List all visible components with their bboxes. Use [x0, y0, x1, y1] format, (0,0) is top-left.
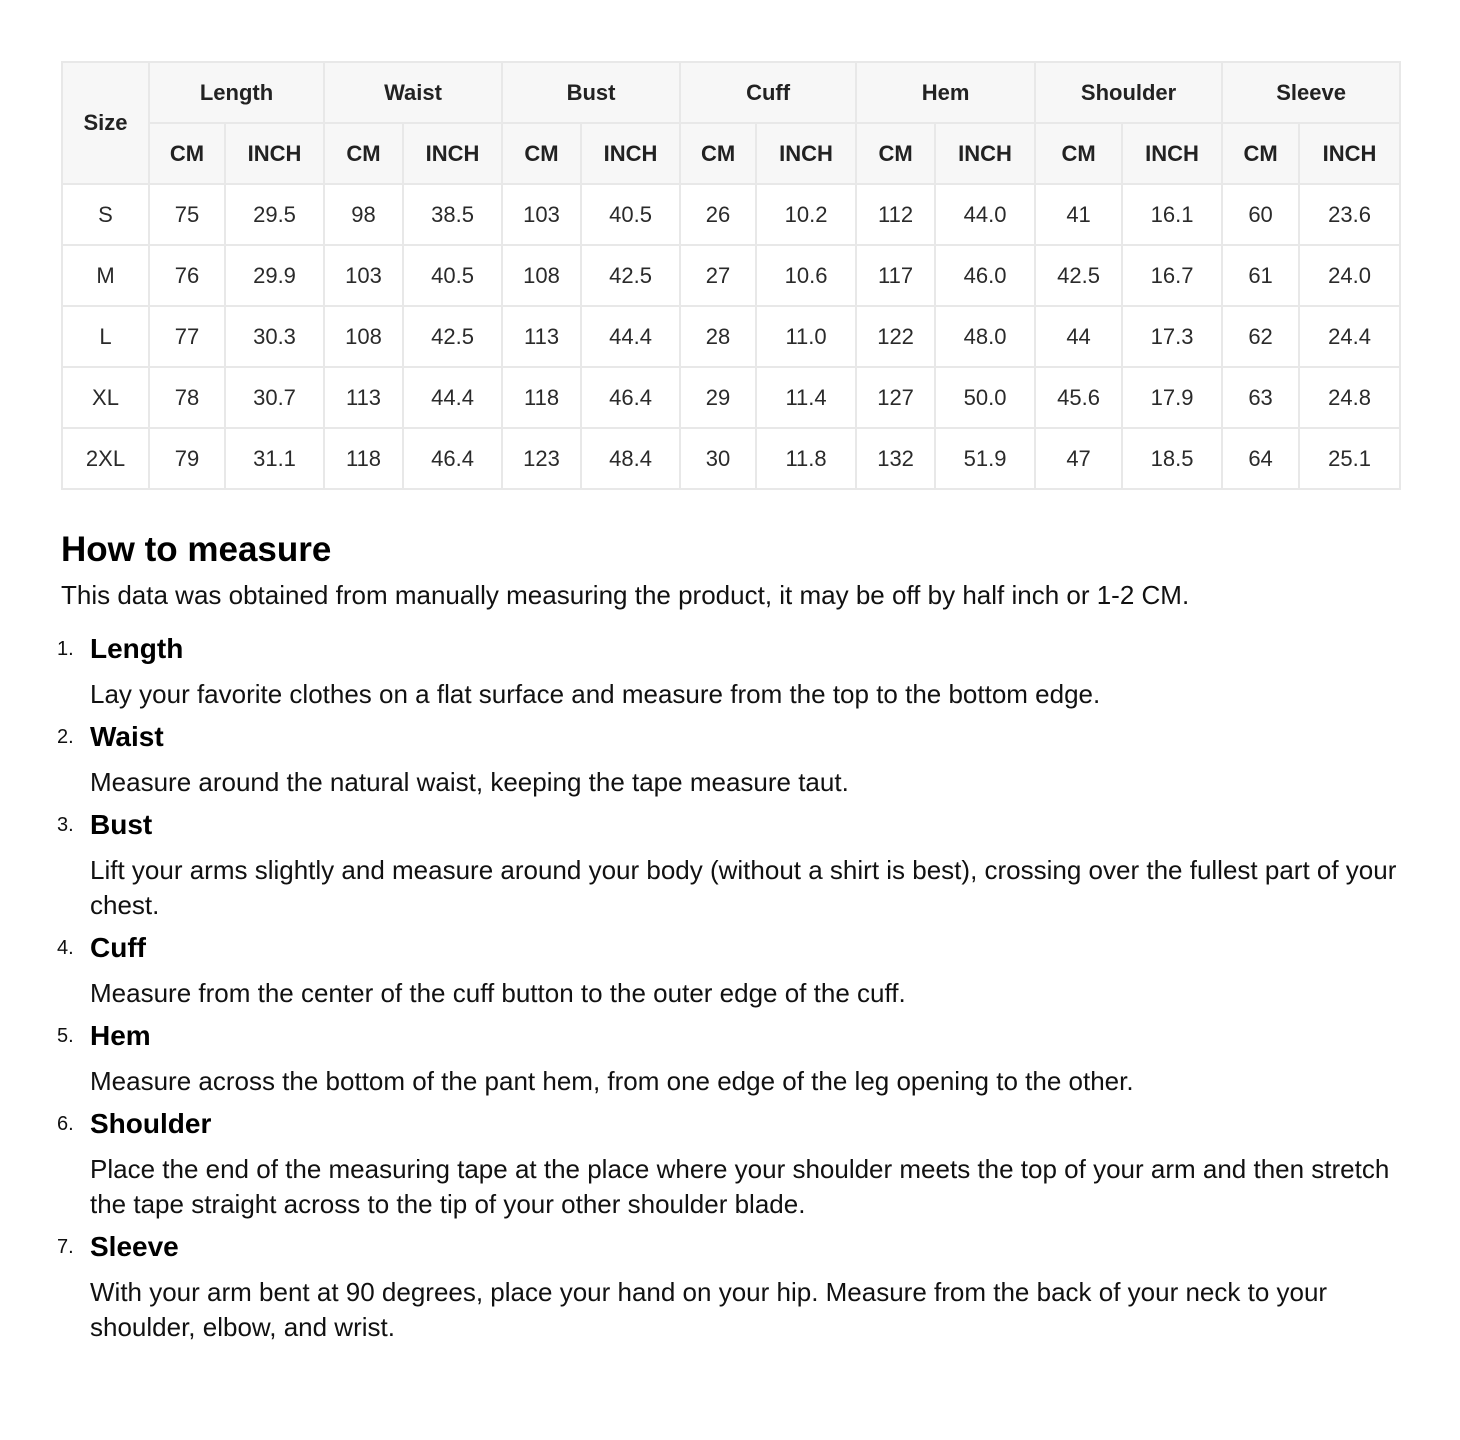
unit-header-cm: CM: [149, 123, 225, 184]
size-cell: 2XL: [62, 428, 149, 489]
table-cell: 29: [680, 367, 756, 428]
step-description: Measure from the center of the cuff button to the outer edge of the cuff.: [90, 978, 906, 1008]
table-cell: 17.3: [1122, 306, 1222, 367]
table-cell: 118: [502, 367, 581, 428]
table-row: [62, 245, 1400, 306]
step-description: Measure across the bottom of the pant hem, from one edge of the leg opening to the other.: [90, 1066, 1134, 1096]
table-cell: 40.5: [581, 184, 680, 245]
table-cell: 29.9: [225, 245, 324, 306]
table-cell: 44.4: [581, 306, 680, 367]
table-cell: 112: [856, 184, 935, 245]
how-to-measure-heading: How to measure: [61, 530, 332, 569]
table-row: [62, 428, 1400, 489]
table-cell: 30.3: [225, 306, 324, 367]
table-cell: 113: [324, 367, 403, 428]
table-cell: 24.8: [1299, 367, 1400, 428]
step-title: Length: [90, 633, 184, 664]
step-number: 6.: [57, 1113, 74, 1135]
table-cell: 41: [1035, 184, 1122, 245]
size-header: Size: [62, 62, 149, 184]
step-description: Measure around the natural waist, keeping the tape measure taut.: [90, 767, 849, 797]
table-row: [62, 184, 1400, 245]
unit-header-cm: CM: [502, 123, 581, 184]
table-cell: 31.1: [225, 428, 324, 489]
table-cell: 42.5: [581, 245, 680, 306]
table-cell: 76: [149, 245, 225, 306]
step-number: 5.: [57, 1025, 74, 1047]
table-cell: 30: [680, 428, 756, 489]
table-cell: 77: [149, 306, 225, 367]
list-item: [57, 808, 1399, 923]
table-cell: 44.4: [403, 367, 502, 428]
step-number: 2.: [57, 726, 74, 748]
unit-header-inch: INCH: [1299, 123, 1400, 184]
table-cell: 10.2: [756, 184, 856, 245]
table-cell: 44: [1035, 306, 1122, 367]
unit-header-cm: CM: [680, 123, 756, 184]
group-header-sleeve: Sleeve: [1222, 62, 1400, 123]
step-description: Lift your arms slightly and measure around your body (without a shirt is best), crossing over the fullest part of your chest.: [90, 855, 1397, 920]
step-description: Lay your favorite clothes on a flat surface and measure from the top to the bottom edge.: [90, 679, 1101, 709]
list-item: [57, 720, 1399, 800]
table-cell: 118: [324, 428, 403, 489]
table-cell: 108: [324, 306, 403, 367]
group-header-bust: Bust: [502, 62, 680, 123]
table-cell: 51.9: [935, 428, 1035, 489]
size-cell: S: [62, 184, 149, 245]
measure-steps-list: [57, 632, 1399, 1345]
group-header-cuff: Cuff: [680, 62, 856, 123]
step-title: Hem: [90, 1020, 151, 1051]
size-cell: M: [62, 245, 149, 306]
step-number: 3.: [57, 814, 74, 836]
table-cell: 46.4: [403, 428, 502, 489]
table-cell: 79: [149, 428, 225, 489]
table-cell: 28: [680, 306, 756, 367]
group-header-length: Length: [149, 62, 324, 123]
table-cell: 16.7: [1122, 245, 1222, 306]
table-cell: 42.5: [1035, 245, 1122, 306]
unit-header-cm: CM: [1035, 123, 1122, 184]
step-number: 1.: [57, 638, 74, 660]
table-cell: 108: [502, 245, 581, 306]
step-title: Shoulder: [90, 1108, 212, 1139]
table-cell: 103: [324, 245, 403, 306]
table-cell: 30.7: [225, 367, 324, 428]
group-header-shoulder: Shoulder: [1035, 62, 1222, 123]
unit-header-inch: INCH: [403, 123, 502, 184]
list-item: [57, 1230, 1399, 1345]
unit-header-cm: CM: [324, 123, 403, 184]
table-cell: 11.8: [756, 428, 856, 489]
size-chart-table: [61, 61, 1401, 490]
list-item: [57, 632, 1399, 712]
unit-header-inch: INCH: [935, 123, 1035, 184]
table-cell: 46.4: [581, 367, 680, 428]
table-cell: 25.1: [1299, 428, 1400, 489]
table-cell: 24.4: [1299, 306, 1400, 367]
unit-header-inch: INCH: [756, 123, 856, 184]
table-cell: 40.5: [403, 245, 502, 306]
unit-header-row: [62, 123, 1400, 184]
table-cell: 60: [1222, 184, 1299, 245]
table-row: [62, 367, 1400, 428]
table-cell: 48.4: [581, 428, 680, 489]
step-number: 4.: [57, 937, 74, 959]
step-title: Bust: [90, 809, 153, 840]
table-cell: 11.0: [756, 306, 856, 367]
intro-paragraph: This data was obtained from manually measuring the product, it may be off by half inch or 1-2 CM.: [61, 580, 1190, 610]
step-number: 7.: [57, 1236, 74, 1258]
table-cell: 132: [856, 428, 935, 489]
size-cell: L: [62, 306, 149, 367]
table-cell: 45.6: [1035, 367, 1122, 428]
table-cell: 103: [502, 184, 581, 245]
table-cell: 117: [856, 245, 935, 306]
table-cell: 16.1: [1122, 184, 1222, 245]
table-cell: 24.0: [1299, 245, 1400, 306]
group-header-hem: Hem: [856, 62, 1035, 123]
table-cell: 50.0: [935, 367, 1035, 428]
step-description: Place the end of the measuring tape at the place where your shoulder meets the top of your arm and then stretch the tape straight across to the tip of your other shoulder blade.: [90, 1154, 1390, 1219]
group-header-row: [62, 62, 1400, 123]
unit-header-inch: INCH: [581, 123, 680, 184]
table-cell: 78: [149, 367, 225, 428]
table-cell: 46.0: [935, 245, 1035, 306]
table-cell: 98: [324, 184, 403, 245]
table-cell: 23.6: [1299, 184, 1400, 245]
step-description: With your arm bent at 90 degrees, place your hand on your hip. Measure from the back of your neck to your shoulder, elbow, and wrist.: [90, 1277, 1328, 1342]
table-cell: 122: [856, 306, 935, 367]
table-cell: 17.9: [1122, 367, 1222, 428]
table-cell: 75: [149, 184, 225, 245]
unit-header-cm: CM: [856, 123, 935, 184]
unit-header-inch: INCH: [1122, 123, 1222, 184]
table-cell: 18.5: [1122, 428, 1222, 489]
table-cell: 29.5: [225, 184, 324, 245]
table-cell: 61: [1222, 245, 1299, 306]
table-cell: 47: [1035, 428, 1122, 489]
list-item: [57, 1107, 1399, 1222]
table-row: [62, 306, 1400, 367]
table-cell: 127: [856, 367, 935, 428]
table-cell: 44.0: [935, 184, 1035, 245]
size-cell: XL: [62, 367, 149, 428]
table-cell: 11.4: [756, 367, 856, 428]
unit-header-inch: INCH: [225, 123, 324, 184]
table-cell: 48.0: [935, 306, 1035, 367]
table-cell: 64: [1222, 428, 1299, 489]
table-cell: 26: [680, 184, 756, 245]
size-guide-page: [57, 61, 1399, 1353]
table-cell: 113: [502, 306, 581, 367]
list-item: [57, 931, 1399, 1011]
step-title: Cuff: [90, 932, 146, 963]
group-header-waist: Waist: [324, 62, 502, 123]
table-cell: 27: [680, 245, 756, 306]
table-cell: 10.6: [756, 245, 856, 306]
table-cell: 123: [502, 428, 581, 489]
table-cell: 62: [1222, 306, 1299, 367]
step-title: Sleeve: [90, 1231, 179, 1262]
table-cell: 42.5: [403, 306, 502, 367]
table-cell: 63: [1222, 367, 1299, 428]
table-cell: 38.5: [403, 184, 502, 245]
unit-header-cm: CM: [1222, 123, 1299, 184]
list-item: [57, 1019, 1399, 1099]
step-title: Waist: [90, 721, 164, 752]
